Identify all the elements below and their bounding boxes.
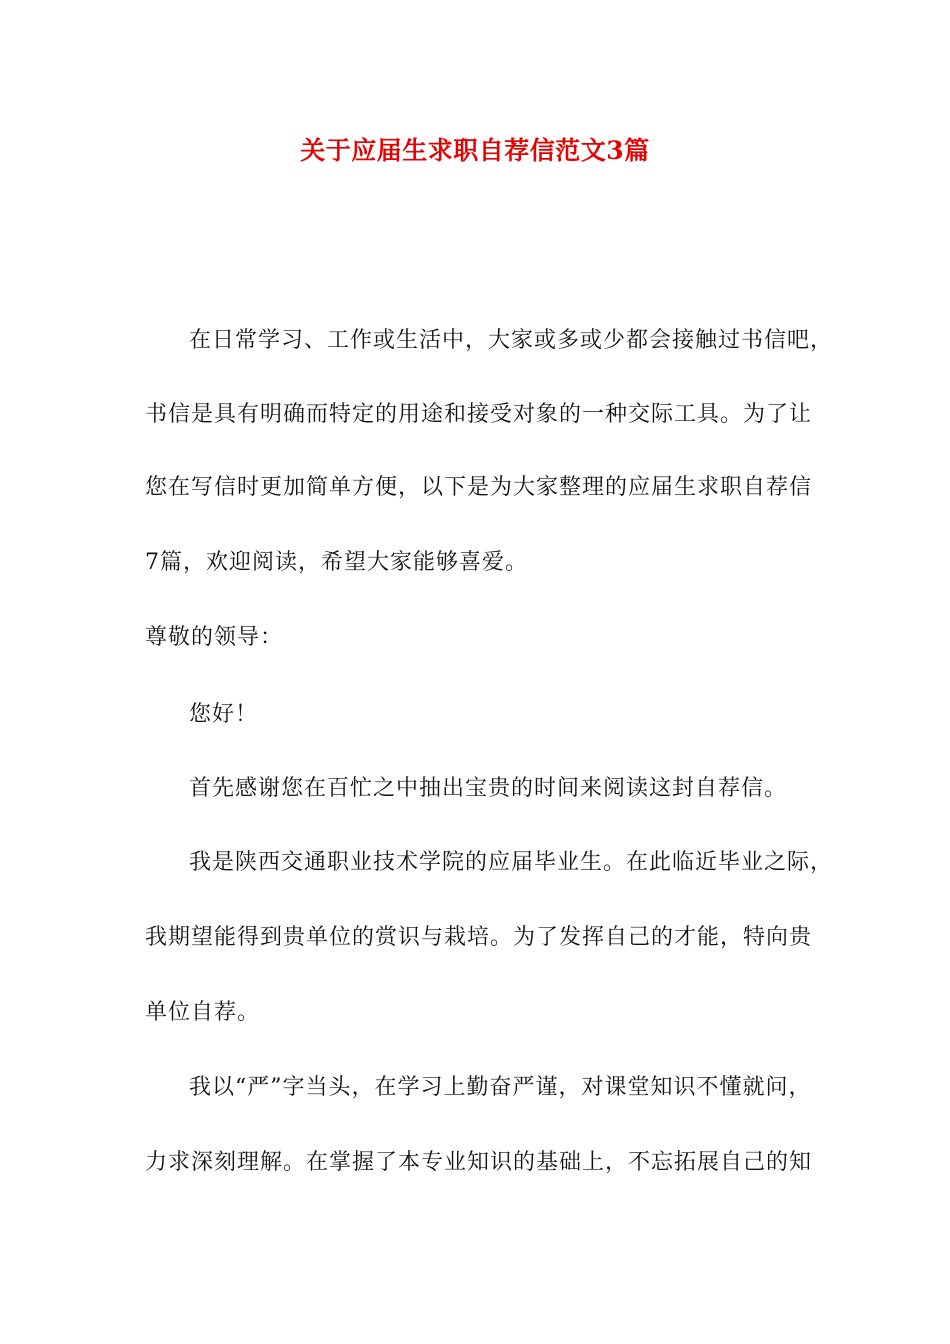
greeting: 您好！ xyxy=(189,702,259,727)
salutation: 尊敬的领导： xyxy=(145,625,284,650)
paragraph-line: 我是陕西交通职业技术学院的应届毕业生。在此临近毕业之际， xyxy=(189,850,834,875)
paragraph-line: 力求深刻理解。在掌握了本专业知识的基础上，不忘拓展自己的知 xyxy=(145,1150,813,1175)
paragraph-line: 首先感谢您在百忙之中抽出宝贵的时间来阅读这封自荐信。 xyxy=(189,776,788,801)
paragraph-line: 我期望能得到贵单位的赏识与栽培。为了发挥自己的才能，特向贵 xyxy=(145,925,813,950)
paragraph-line: 在日常学习、工作或生活中，大家或多或少都会接触过书信吧， xyxy=(189,328,834,353)
paragraph-line: 单位自荐。 xyxy=(145,1000,261,1025)
paragraph-line: 我以“严”字当头，在学习上勤奋严谨，对课堂知识不懂就问， xyxy=(189,1075,812,1100)
paragraph-line: 书信是具有明确而特定的用途和接受对象的一种交际工具。为了让 xyxy=(145,402,813,427)
document-title: 关于应届生求职自荐信范文3篇 xyxy=(300,136,650,165)
paragraph-line: 您在写信时更加简单方便，以下是为大家整理的应届生求职自荐信 xyxy=(145,475,813,500)
paragraph-line: 7篇，欢迎阅读，希望大家能够喜爱。 xyxy=(145,550,528,575)
